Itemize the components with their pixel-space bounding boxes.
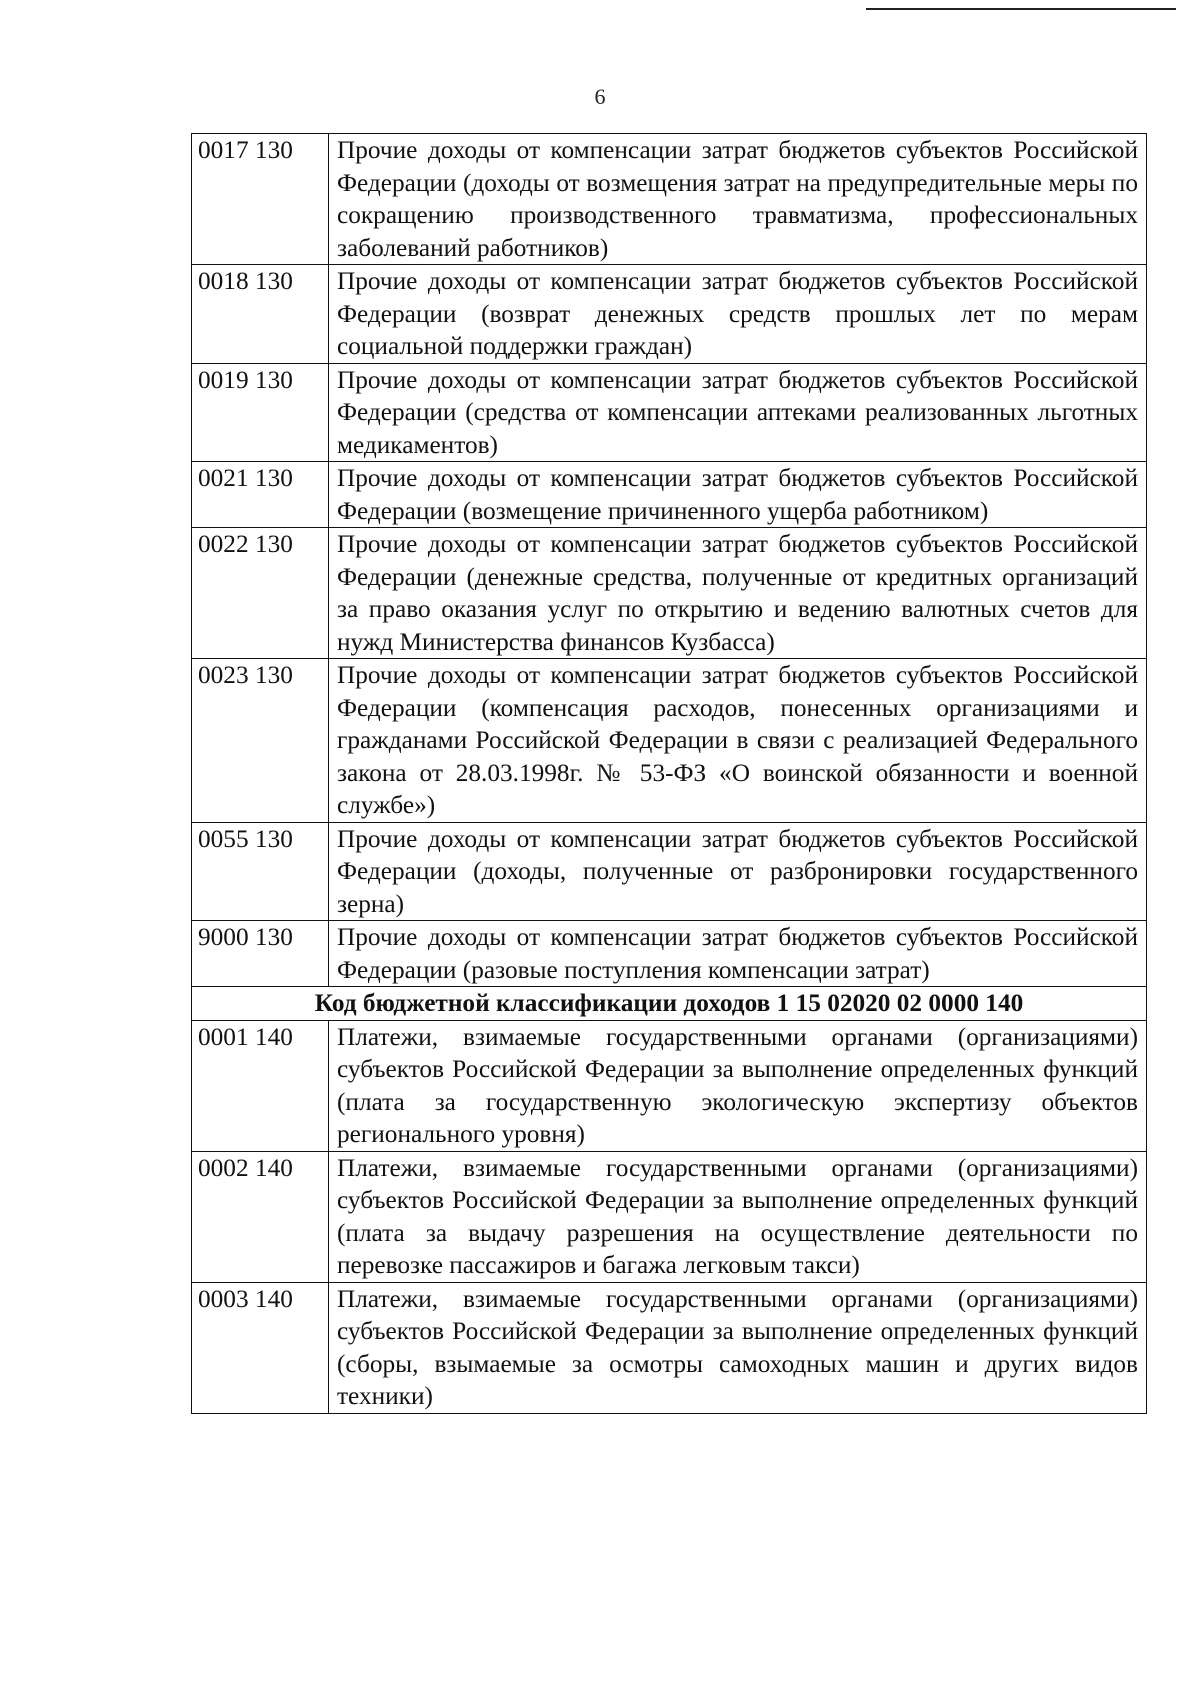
row-code: 0001 140 [192,1020,329,1151]
table-row [192,822,1147,921]
page-number: 6 [594,84,606,109]
row-description: Прочие доходы от компенсации затрат бюджетов субъектов Российской Федерации (возврат денежных средств прошлых лет по мерам социальной поддержки граждан) [329,265,1147,364]
section-heading-row [192,987,1147,1021]
row-description: Платежи, взимаемые государственными органами (организациями) субъектов Российской Федерации за выполнение определенных функций (плата за выдачу разрешения на осуществление деятельности по перевозке пассажиров и багажа легковым такси) [329,1151,1147,1282]
table-row [192,134,1147,265]
row-code: 9000 130 [192,921,329,987]
row-code: 0055 130 [192,822,329,921]
table-row [192,462,1147,528]
classification-table [191,133,1147,1414]
section-heading: Код бюджетной классификации доходов 1 15 02020 02 0000 140 [192,987,1147,1021]
table-row [192,1020,1147,1151]
row-code: 0018 130 [192,265,329,364]
row-code: 0023 130 [192,659,329,823]
row-description: Прочие доходы от компенсации затрат бюджетов субъектов Российской Федерации (доходы от возмещения затрат на предупредительные меры по сокращению производственного травматизма, профессиональных заболеваний работников) [329,134,1147,265]
table-row [192,265,1147,364]
row-description: Прочие доходы от компенсации затрат бюджетов субъектов Российской Федерации (средства от компенсации аптеками реализованных льготных медикаментов) [329,363,1147,462]
row-description: Прочие доходы от компенсации затрат бюджетов субъектов Российской Федерации (денежные средства, полученные от кредитных организаций за право оказания услуг по открытию и ведению валютных счетов для нужд Министерства финансов Кузбасса) [329,528,1147,659]
row-description: Платежи, взимаемые государственными органами (организациями) субъектов Российской Федерации за выполнение определенных функций (сборы, взымаемые за осмотры самоходных машин и других видов техники) [329,1282,1147,1413]
row-code: 0017 130 [192,134,329,265]
row-code: 0002 140 [192,1151,329,1282]
row-description: Платежи, взимаемые государственными органами (организациями) субъектов Российской Федерации за выполнение определенных функций (плата за государственную экологическую экспертизу объектов регионального уровня) [329,1020,1147,1151]
top-rule [866,8,1176,10]
row-code: 0021 130 [192,462,329,528]
row-description: Прочие доходы от компенсации затрат бюджетов субъектов Российской Федерации (доходы, полученные от разбронировки государственного зерна) [329,822,1147,921]
row-description: Прочие доходы от компенсации затрат бюджетов субъектов Российской Федерации (разовые поступления компенсации затрат) [329,921,1147,987]
table-row [192,1151,1147,1282]
row-code: 0019 130 [192,363,329,462]
row-description: Прочие доходы от компенсации затрат бюджетов субъектов Российской Федерации (компенсация расходов, понесенных организациями и гражданами Российской Федерации в связи с реализацией Федерального закона от 28.03.1998г. № 53-ФЗ «О воинской обязанности и военной службе») [329,659,1147,823]
row-description: Прочие доходы от компенсации затрат бюджетов субъектов Российской Федерации (возмещение причиненного ущерба работником) [329,462,1147,528]
table-row [192,1282,1147,1413]
table-row [192,528,1147,659]
table-row [192,659,1147,823]
table-row [192,363,1147,462]
table-row [192,921,1147,987]
row-code: 0003 140 [192,1282,329,1413]
row-code: 0022 130 [192,528,329,659]
